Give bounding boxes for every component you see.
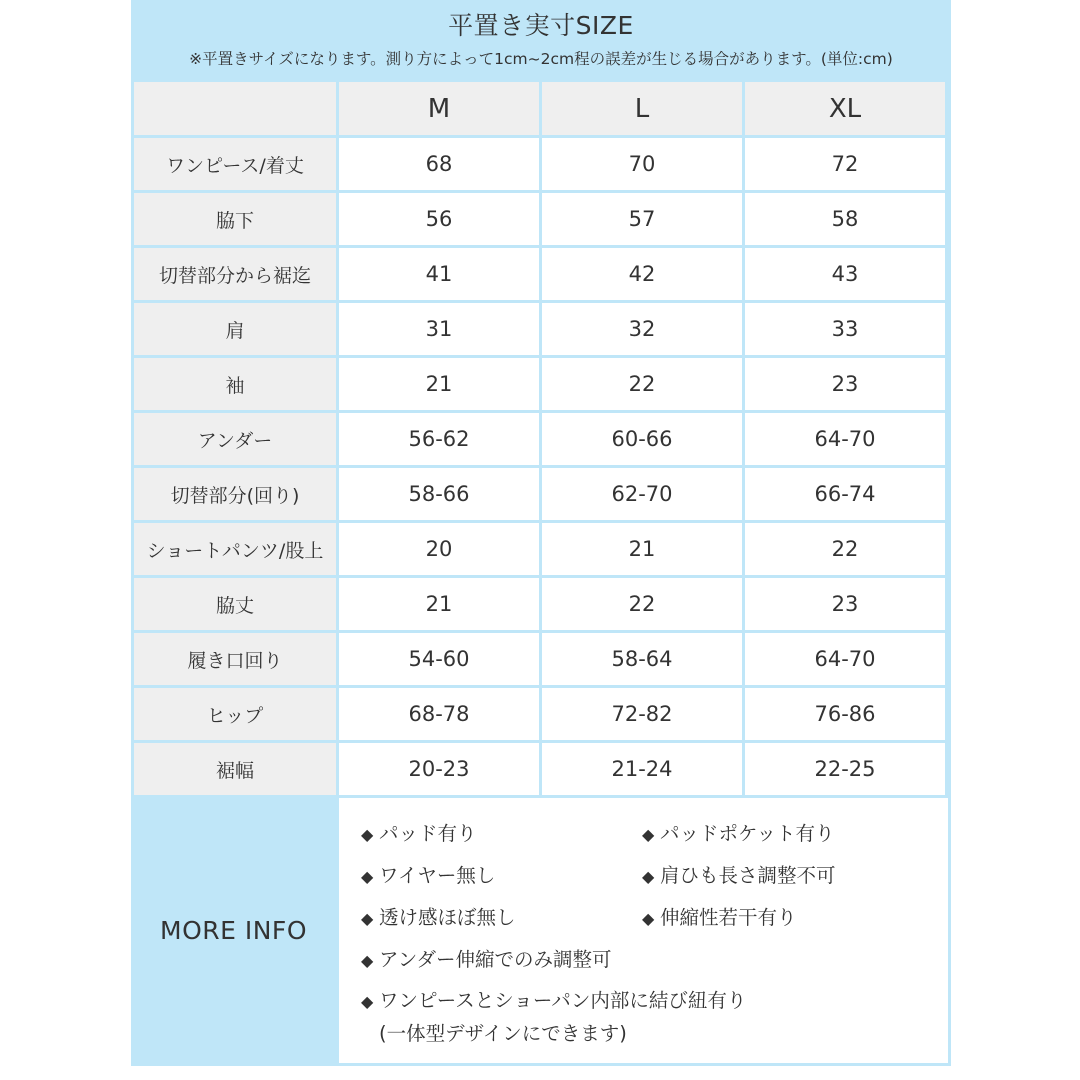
- size-row: [134, 633, 945, 685]
- size-value-cell: 58-64: [542, 633, 742, 685]
- info-item: [361, 818, 477, 846]
- size-row: [134, 743, 945, 795]
- row-label: 肩: [134, 303, 336, 355]
- size-value-cell: 33: [745, 303, 945, 355]
- size-value-cell: 62-70: [542, 468, 742, 520]
- size-row: [134, 303, 945, 355]
- size-value-cell: 21-24: [542, 743, 742, 795]
- size-value-cell: 72-82: [542, 688, 742, 740]
- size-row: [134, 413, 945, 465]
- size-value-cell: 23: [745, 578, 945, 630]
- row-label: 脇下: [134, 193, 336, 245]
- size-value-cell: 66-74: [745, 468, 945, 520]
- size-value-cell: 21: [339, 578, 539, 630]
- measurement-note: ※平置きサイズになります。測り方によって1cm~2cm程の誤差が生じる場合があります。(単位:cm): [189, 50, 893, 68]
- diamond-bullet-icon: ◆: [361, 867, 374, 886]
- size-value-cell: 22-25: [745, 743, 945, 795]
- size-value-cell: 23: [745, 358, 945, 410]
- info-item: [361, 944, 611, 972]
- diamond-bullet-icon: ◆: [361, 909, 374, 928]
- row-label: 袖: [134, 358, 336, 410]
- size-value-cell: 58-66: [339, 468, 539, 520]
- row-label: アンダー: [134, 413, 336, 465]
- size-value-cell: 56-62: [339, 413, 539, 465]
- more-info-label: MORE INFO: [160, 916, 307, 945]
- size-value-cell: 20-23: [339, 743, 539, 795]
- header-corner-cell: [134, 82, 336, 135]
- size-row: [134, 248, 945, 300]
- info-item-text: パッドポケット有り: [660, 822, 835, 845]
- info-item-text: 透け感ほぼ無し: [379, 906, 516, 929]
- diamond-bullet-icon: ◆: [642, 867, 655, 886]
- diamond-bullet-icon: ◆: [642, 825, 655, 844]
- size-value-cell: 68-78: [339, 688, 539, 740]
- size-row: [134, 578, 945, 630]
- size-header-l: L: [542, 82, 742, 135]
- size-value-cell: 21: [339, 358, 539, 410]
- diamond-bullet-icon: ◆: [642, 909, 655, 928]
- size-row: [134, 193, 945, 245]
- row-label: ヒップ: [134, 688, 336, 740]
- size-value-cell: 22: [542, 578, 742, 630]
- info-item-text: ワイヤー無し: [379, 864, 496, 887]
- size-value-cell: 22: [542, 358, 742, 410]
- info-item-text: 肩ひも長さ調整不可: [660, 864, 836, 887]
- size-row: [134, 358, 945, 410]
- size-value-cell: 42: [542, 248, 742, 300]
- size-value-cell: 43: [745, 248, 945, 300]
- size-value-cell: 54-60: [339, 633, 539, 685]
- info-item: [642, 860, 836, 888]
- size-value-cell: 32: [542, 303, 742, 355]
- size-value-cell: 68: [339, 138, 539, 190]
- diamond-bullet-icon: ◆: [361, 825, 374, 844]
- row-label: ショートパンツ/股上: [134, 523, 336, 575]
- size-value-cell: 41: [339, 248, 539, 300]
- row-label: 切替部分(回り): [134, 468, 336, 520]
- diamond-bullet-icon: ◆: [361, 992, 374, 1011]
- row-label: 裾幅: [134, 743, 336, 795]
- size-value-cell: 64-70: [745, 413, 945, 465]
- info-item-continuation: (一体型デザインにできます): [379, 1022, 627, 1045]
- size-row: [134, 523, 945, 575]
- row-label: ワンピース/着丈: [134, 138, 336, 190]
- size-value-cell: 31: [339, 303, 539, 355]
- chart-title: 平置き実寸SIZE: [448, 11, 634, 40]
- size-row: [134, 138, 945, 190]
- info-item-text: ワンピースとショーパン内部に結び紐有り: [379, 989, 747, 1012]
- info-item: [361, 985, 746, 1013]
- size-value-cell: 20: [339, 523, 539, 575]
- size-header-m: M: [339, 82, 539, 135]
- size-row: [134, 688, 945, 740]
- size-value-cell: 72: [745, 138, 945, 190]
- size-header-xl: XL: [745, 82, 945, 135]
- size-value-cell: 70: [542, 138, 742, 190]
- size-value-cell: 64-70: [745, 633, 945, 685]
- row-label: 脇丈: [134, 578, 336, 630]
- size-value-cell: 57: [542, 193, 742, 245]
- size-value-cell: 56: [339, 193, 539, 245]
- info-item: [642, 902, 797, 930]
- size-header-row: [134, 82, 945, 135]
- diamond-bullet-icon: ◆: [361, 951, 374, 970]
- size-value-cell: 22: [745, 523, 945, 575]
- info-item-text: パッド有り: [379, 822, 477, 845]
- info-item-text: アンダー伸縮でのみ調整可: [379, 948, 612, 971]
- info-item: [642, 818, 835, 846]
- info-item: [361, 860, 495, 888]
- size-table: [131, 79, 948, 798]
- row-label: 履き口回り: [134, 633, 336, 685]
- size-value-cell: 21: [542, 523, 742, 575]
- size-chart-panel: [131, 0, 951, 1066]
- info-item-text: 伸縮性若干有り: [660, 906, 797, 929]
- size-row: [134, 468, 945, 520]
- size-value-cell: 58: [745, 193, 945, 245]
- size-table-body: [134, 82, 945, 795]
- size-value-cell: 60-66: [542, 413, 742, 465]
- info-item: [361, 902, 516, 930]
- row-label: 切替部分から裾迄: [134, 248, 336, 300]
- more-info-box: [339, 798, 948, 1063]
- size-value-cell: 76-86: [745, 688, 945, 740]
